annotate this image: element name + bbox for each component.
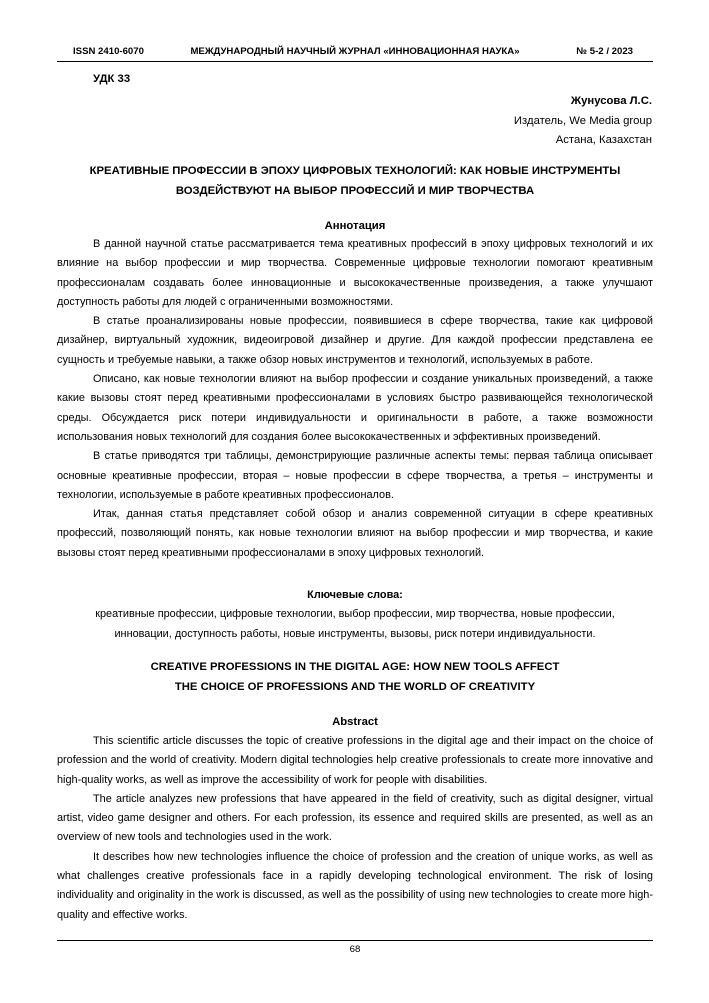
ru-paragraph: В статье приводятся три таблицы, демонстрирующие различные аспекты темы: первая таблица описывает основные креативные профессии, вторая – новые профессии в сфере творчества, а третья – инструменты и технологии, используемые в работе креативных профессионалов.: [57, 450, 653, 501]
ru-title-line: ВОЗДЕЙСТВУЮТ НА ВЫБОР ПРОФЕССИЙ И МИР ТВОРЧЕСТВА: [175, 184, 535, 197]
en-abstract-heading: Abstract: [332, 716, 378, 728]
author-block: [292, 92, 652, 151]
en-title-line: THE CHOICE OF PROFESSIONS AND THE WORLD OF CREATIVITY: [174, 680, 536, 693]
ru-abstract: [57, 235, 653, 563]
issue-number: № 5-2 / 2023: [576, 46, 633, 57]
page-number: 68: [349, 944, 361, 955]
en-paragraph: The article analyzes new professions that have appeared in the field of creativity, such as digital designer, virtual artist, video game designer and others. For each profession, its essence and required skills are presented, as well as an overview of new tools and technologies used in the work.: [57, 792, 653, 844]
issn: ISSN 2410-6070: [73, 46, 144, 57]
author-location: Астана, Казахстан: [555, 134, 652, 147]
ru-paragraph: В данной научной статье рассматривается тема креативных профессий в эпоху цифровых технологий и их влияние на выбор профессии и мир творчества. Современные цифровые технологии помогают креативным профессионалам создавать более инновационные и высококачественные произведения, а также улучшают доступность работы для людей с ограниченными возможностями.: [57, 238, 653, 308]
en-title: [57, 658, 653, 697]
header-rule: [57, 61, 653, 62]
keywords-line: креативные профессии, цифровые технологии, выбор профессии, мир творчества, новые профессии,: [95, 608, 615, 621]
ru-abstract-heading: Аннотация: [324, 220, 386, 232]
keywords-heading: Ключевые слова:: [307, 589, 403, 601]
author-affiliation: Издатель, We Media group: [513, 114, 652, 127]
keywords-line: инновации, доступность работы, новые инструменты, вызовы, риск потери индивидуальности.: [114, 627, 596, 640]
author-name: Жунусова Л.С.: [570, 95, 652, 107]
ru-keywords: [57, 586, 653, 644]
footer-rule: [57, 940, 653, 941]
ru-title-line: КРЕАТИВНЫЕ ПРОФЕССИИ В ЭПОХУ ЦИФРОВЫХ ТЕХНОЛОГИЙ: КАК НОВЫЕ ИНСТРУМЕНТЫ: [89, 165, 621, 177]
en-abstract: [57, 732, 653, 925]
en-title-line: CREATIVE PROFESSIONS IN THE DIGITAL AGE: HOW NEW TOOLS AFFECT: [150, 661, 560, 673]
en-paragraph: This scientific article discusses the topic of creative professions in the digital age and their impact on the choice of profession and the world of creativity. Modern digital technologies help creative professionals to create more innovative and high-quality works, as well as improve the accessibility of work for people with disabilities.: [57, 735, 653, 786]
ru-paragraph: Описано, как новые технологии влияют на выбор профессии и создание уникальных произведений, а также какие вызовы стоят перед креативными профессионалами в условиях быстро развивающейся технологической среды. Обсуждается риск потери индивидуальности и оригинальности в работе, а также возможности использования новых технологий для создания более высококачественных и эффективных произведений.: [57, 373, 653, 443]
udk-code: УДК 33: [93, 73, 131, 85]
ru-paragraph: В статье проанализированы новые профессии, появившиеся в сфере творчества, такие как цифровой дизайнер, виртуальный художник, видеоигровой дизайнер и другие. Для каждой профессии представлена ее сущность и требуемые навыки, а также обзор новых инструментов и технологий, используемых в работе.: [57, 315, 653, 366]
journal-name: МЕЖДУНАРОДНЫЙ НАУЧНЫЙ ЖУРНАЛ «ИННОВАЦИОННАЯ НАУКА»: [190, 46, 520, 57]
ru-paragraph: Итак, данная статья представляет собой обзор и анализ современной ситуации в сфере креативных профессий, позволяющий понять, как новые технологии влияют на выбор профессии и мир творчества, и какие вызовы стоят перед креативными профессионалами в эпоху цифровых технологий.: [57, 508, 653, 559]
en-paragraph: It describes how new technologies influence the choice of profession and the creation of unique works, as well as what challenges creative professionals face in a rapidly developing technological environment. The risk of losing individuality and originality in the work is discussed, as well as the possibility of using new technologies to create more high-quality and effective works.: [57, 850, 653, 921]
ru-title: [57, 162, 653, 201]
